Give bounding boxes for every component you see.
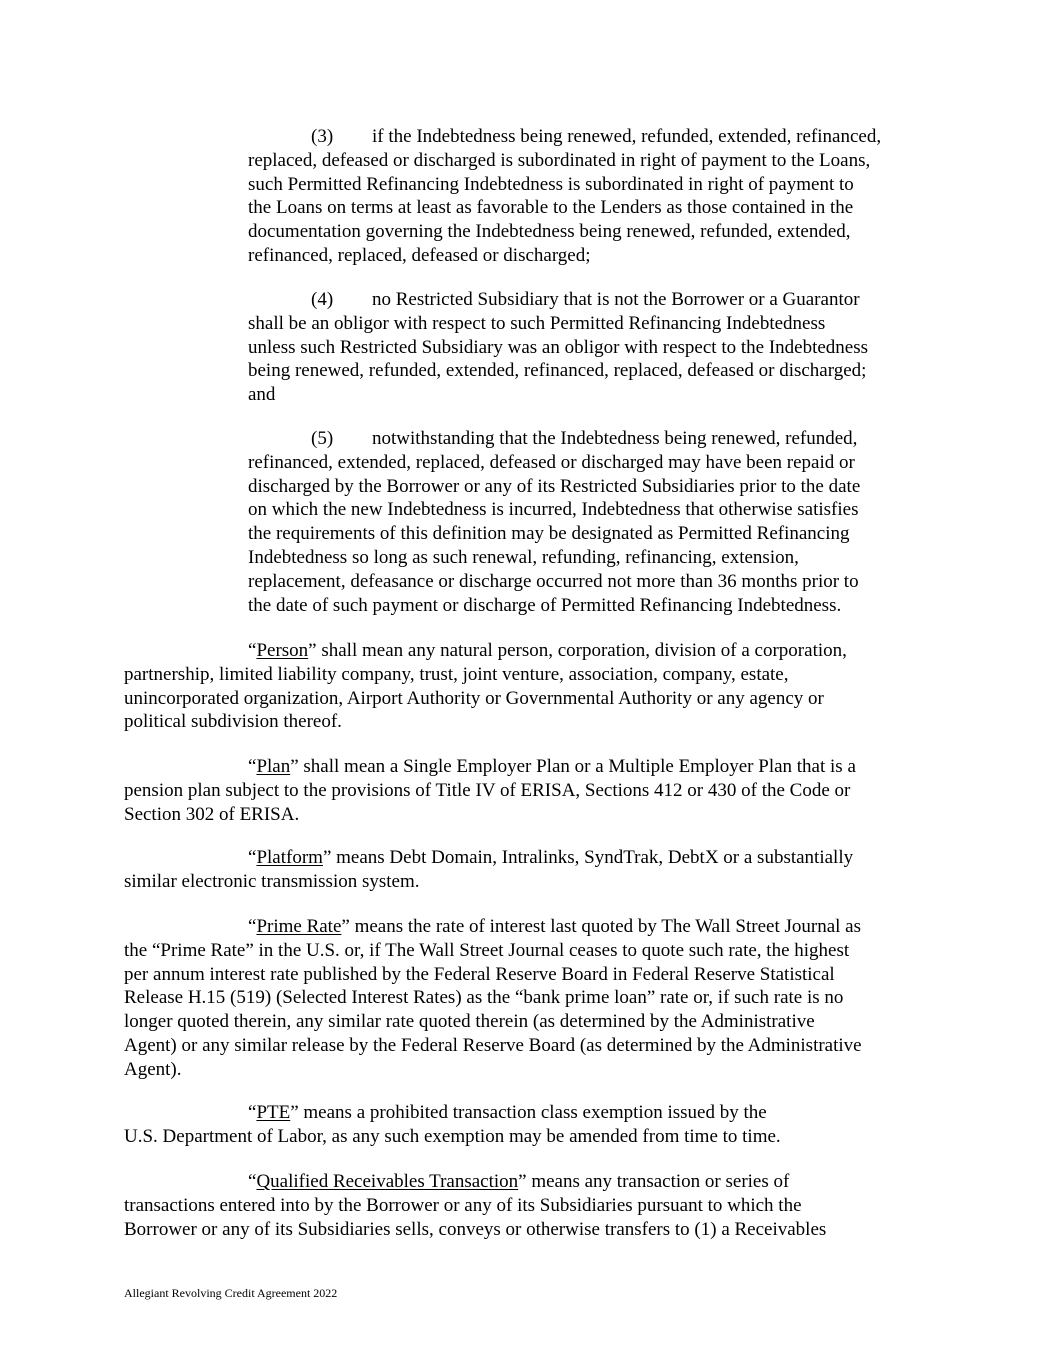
page-footer: Allegiant Revolving Credit Agreement 2022 bbox=[124, 1286, 338, 1300]
item-number: (4) bbox=[311, 289, 334, 310]
paragraph-line: the requirements of this definition may be designated as Permitted Refinancing bbox=[248, 523, 850, 545]
paragraph-line: Release H.15 (519) (Selected Interest Rates) as the “bank prime loan” rate or, if such rate is no bbox=[124, 987, 844, 1009]
paragraph-line: replacement, defeasance or discharge occurred not more than 36 months prior to bbox=[248, 570, 859, 592]
paragraph-line: unless such Restricted Subsidiary was an obligor with respect to the Indebtedness bbox=[248, 336, 869, 358]
line-text: ” means any transaction or series of bbox=[518, 1171, 790, 1192]
line-text: ” shall mean a Single Employer Plan or a Multiple Employer Plan that is a bbox=[290, 756, 856, 777]
paragraph-line: “Platform” means Debt Domain, Intralinks, SyndTrak, DebtX or a substantially bbox=[248, 847, 854, 868]
paragraph-line: longer quoted therein, any similar rate quoted therein (as determined by the Administrative bbox=[124, 1011, 815, 1033]
paragraph-line: discharged by the Borrower or any of its Restricted Subsidiaries prior to the date bbox=[248, 475, 861, 497]
paragraph-line: transactions entered into by the Borrower or any of its Subsidiaries pursuant to which the bbox=[124, 1194, 802, 1216]
paragraph-line: “PTE” means a prohibited transaction class exemption issued by the bbox=[248, 1102, 767, 1123]
paragraph-line: documentation governing the Indebtedness being renewed, refunded, extended, bbox=[248, 221, 851, 243]
line-text: ” means a prohibited transaction class exemption issued by the bbox=[290, 1102, 767, 1123]
paragraph-line: Agent) or any similar release by the Federal Reserve Board (as determined by the Administrative bbox=[124, 1035, 862, 1056]
paragraph-line: per annum interest rate published by the Federal Reserve Board in Federal Reserve Statistical bbox=[124, 963, 835, 985]
item-number: (5) bbox=[311, 428, 334, 449]
paragraph-line: being renewed, refunded, extended, refinanced, replaced, defeased or discharged; bbox=[248, 360, 867, 382]
paragraph-line: “Plan” shall mean a Single Employer Plan or a Multiple Employer Plan that is a bbox=[248, 756, 856, 777]
defined-term: PTE bbox=[256, 1102, 291, 1123]
paragraph-line: Borrower or any of its Subsidiaries sells, conveys or otherwise transfers to (1) a Receivables bbox=[124, 1218, 827, 1240]
defined-term: Plan bbox=[256, 756, 291, 777]
paragraph-line: such Permitted Refinancing Indebtedness is subordinated in right of payment to bbox=[248, 173, 854, 195]
paragraph-line: refinanced, replaced, defeased or discharged; bbox=[248, 245, 591, 266]
line-text: no Restricted Subsidiary that is not the Borrower or a Guarantor bbox=[372, 289, 860, 310]
line-text: ” means the rate of interest last quoted by The Wall Street Journal as bbox=[341, 916, 861, 937]
line-text: ” means Debt Domain, Intralinks, SyndTrak, DebtX or a substantially bbox=[322, 847, 854, 868]
paragraph-line: partnership, limited liability company, trust, joint venture, association, company, estate, bbox=[124, 663, 789, 685]
paragraph-line: the “Prime Rate” in the U.S. or, if The Wall Street Journal ceases to quote such rate, the highest bbox=[124, 939, 850, 961]
paragraph-line: pension plan subject to the provisions of Title IV of ERISA, Sections 412 or 430 of the Code or bbox=[124, 779, 851, 801]
paragraph-line: and bbox=[248, 384, 276, 406]
paragraph-line: the Loans on terms at least as favorable to the Lenders as those contained in the bbox=[248, 197, 854, 219]
paragraph-line: similar electronic transmission system. bbox=[124, 870, 420, 892]
paragraph-line: Agent). bbox=[124, 1058, 182, 1080]
line-text: ” shall mean any natural person, corporation, division of a corporation, bbox=[308, 640, 847, 661]
paragraph-line: Section 302 of ERISA. bbox=[124, 803, 300, 825]
paragraph-line: “Prime Rate” means the rate of interest last quoted by The Wall Street Journal as bbox=[248, 916, 861, 937]
defined-term: Qualified Receivables Transaction bbox=[256, 1171, 519, 1192]
paragraph-line: U.S. Department of Labor, as any such exemption may be amended from time to time. bbox=[124, 1125, 781, 1147]
paragraph-line: “Qualified Receivables Transaction” means any transaction or series of bbox=[248, 1171, 790, 1192]
defined-term: Prime Rate bbox=[256, 916, 342, 937]
line-text: if the Indebtedness being renewed, refunded, extended, refinanced, bbox=[372, 126, 882, 147]
paragraph-line: political subdivision thereof. bbox=[124, 711, 342, 733]
line-text: notwithstanding that the Indebtedness being renewed, refunded, bbox=[372, 428, 858, 449]
paragraph-line: “Person” shall mean any natural person, corporation, division of a corporation, bbox=[248, 640, 847, 661]
item-number: (3) bbox=[311, 126, 334, 147]
paragraph-line: shall be an obligor with respect to such Permitted Refinancing Indebtedness bbox=[248, 312, 826, 334]
paragraph-line: the date of such payment or discharge of Permitted Refinancing Indebtedness. bbox=[248, 594, 842, 616]
paragraph-line: on which the new Indebtedness is incurred, Indebtedness that otherwise satisfies bbox=[248, 499, 859, 521]
paragraph-line: replaced, defeased or discharged is subordinated in right of payment to the Loans, bbox=[248, 149, 871, 171]
defined-term: Person bbox=[256, 640, 309, 661]
paragraph-line: refinanced, extended, replaced, defeased or discharged may have been repaid or bbox=[248, 451, 855, 473]
defined-term: Platform bbox=[256, 847, 323, 868]
paragraph-line: Indebtedness so long as such renewal, refunding, refinancing, extension, bbox=[248, 547, 799, 568]
paragraph-line: unincorporated organization, Airport Authority or Governmental Authority or any agency or bbox=[124, 687, 824, 709]
